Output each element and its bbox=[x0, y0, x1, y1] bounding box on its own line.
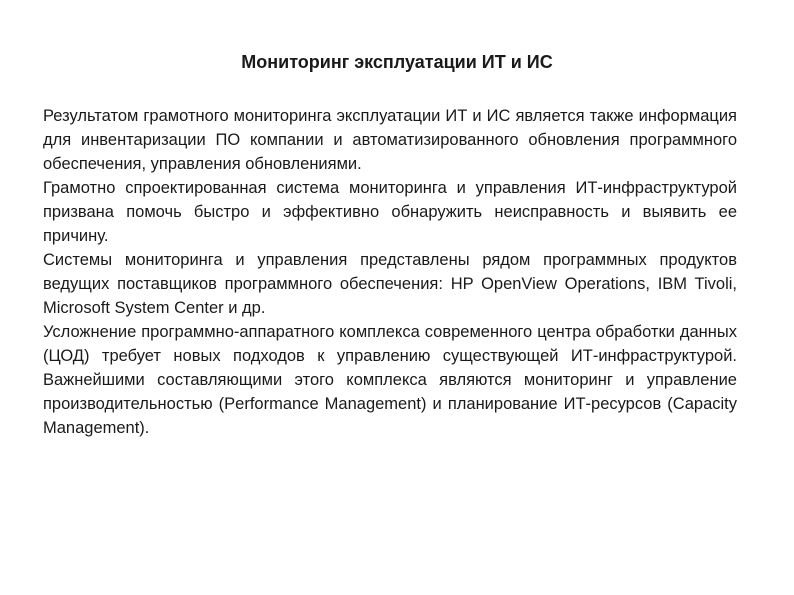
paragraph-monitoring-system: Грамотно спроектированная система мониторинга и управления ИТ-инфраструктурой призвана помочь быстро и эффективно обнаружить неисправность и выявить ее причину. bbox=[43, 179, 737, 245]
paragraph-vendors: Системы мониторинга и управления представлены рядом программных продуктов ведущих поставщиков программного обеспечения: HP OpenView Operations, IBM Tivoli, Microsoft System Center и др. bbox=[43, 251, 737, 317]
paragraph-inventory: Результатом грамотного мониторинга эксплуатации ИТ и ИС является также информация для инвентаризации ПО компании и автоматизированного обновления программного обеспечения, управления обновлениями. bbox=[43, 107, 737, 173]
slide-body bbox=[43, 104, 737, 440]
slide-title: Мониторинг эксплуатации ИТ и ИС bbox=[241, 52, 553, 72]
paragraph-datacenter: Усложнение программно-аппаратного комплекса современного центра обработки данных (ЦОД) требует новых подходов к управлению существующей ИТ-инфраструктурой. Важнейшими составляющими этого комплекса являются мониторинг и управление производительностью (Performance Management) и планирование ИТ-ресурсов (Capacity Management). bbox=[43, 323, 737, 437]
